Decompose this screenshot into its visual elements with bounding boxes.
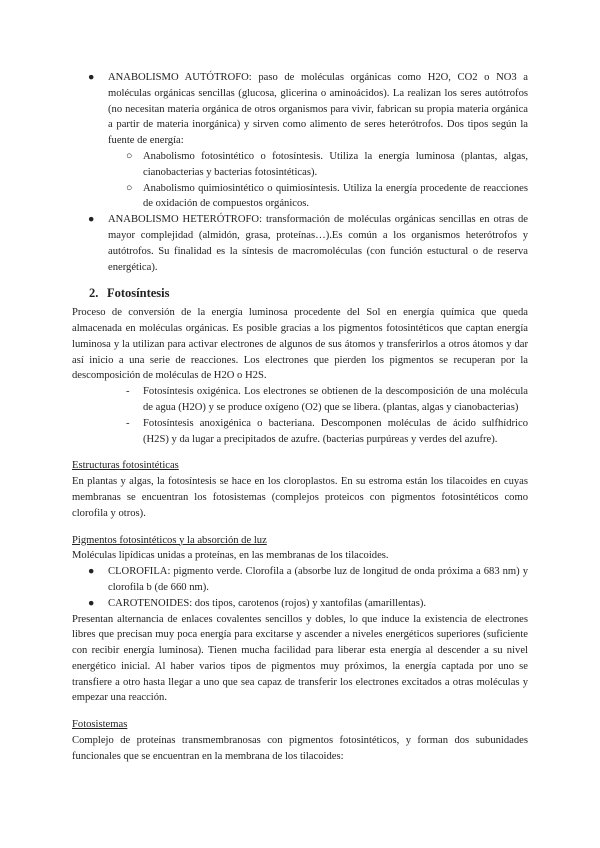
list-item bbox=[72, 70, 528, 149]
fotosintesis-types-list bbox=[72, 384, 528, 447]
pigmentos-title: Pigmentos fotosintéticos y la absorción de luz bbox=[72, 534, 267, 546]
fotosistemas-text: Complejo de proteínas transmembranosas con pigmentos fotosintéticos, y forman dos subunidades funcionales que se encuentran en la membrana de los tilacoides: bbox=[72, 735, 528, 762]
list-item bbox=[72, 181, 528, 213]
section-heading bbox=[89, 286, 528, 302]
document-page bbox=[72, 70, 528, 765]
anabolismo-heterotrofo-text: ANABOLISMO HETERÓTROFO: transformación de moléculas orgánicas sencillas en otras de mayor complejidad (almidón, grasa, proteínas…).Es común a los organismos heterótrofos y autótrofos. Su finalidad es la síntesis de macromoléculas (con función estuctural o de reserva energética). bbox=[108, 214, 528, 273]
fotosistemas-title: Fotosistemas bbox=[72, 719, 128, 731]
list-item bbox=[72, 149, 528, 181]
estructuras-title: Estructuras fotosintéticas bbox=[72, 460, 179, 472]
bullet-icon: ● bbox=[88, 597, 95, 609]
list-item bbox=[72, 212, 528, 275]
list-item bbox=[72, 384, 528, 416]
list-item bbox=[72, 416, 528, 448]
hollow-bullet-icon: ○ bbox=[126, 182, 133, 194]
fotosintetico-text: Anabolismo fotosintético o fotosíntesis. Utiliza la energía luminosa (plantas, algas, cianobacterias y bacterias fotosintéticas). bbox=[143, 150, 528, 178]
bullet-icon: ● bbox=[88, 566, 95, 578]
anabolismo-list bbox=[72, 70, 528, 275]
anabolismo-autotrofo-text: ANABOLISMO AUTÓTROFO: paso de moléculas orgánicas como H2O, CO2 o NO3 a moléculas orgánicas sencillas (glucosa, glicerina o aminoácidos). La realizan los seres autótrofos (no necesitan materia orgánica de otros organismos para vivir, fabrican su propia materia orgánica a partir de materia inorgánica) y sirven como alimento de seres heterótrofos. Dos tipos según la fuente de energía: bbox=[108, 72, 528, 147]
list-item bbox=[72, 564, 528, 596]
dash-bullet-icon: - bbox=[126, 417, 130, 429]
bullet-icon: ● bbox=[88, 214, 95, 226]
clorofila-text: CLOROFILA: pigmento verde. Clorofila a (absorbe luz de longitud de onda próxima a 683 nm) y clorofila b (de 660 nm). bbox=[108, 566, 528, 593]
section-title: Fotosíntesis bbox=[107, 286, 170, 301]
dash-bullet-icon: - bbox=[126, 386, 130, 398]
pigmentos-list bbox=[72, 564, 528, 611]
carotenoides-text: CAROTENOIDES: dos tipos, carotenos (rojos) y xantofilas (amarillentas). bbox=[108, 597, 427, 609]
section-number: 2. bbox=[89, 286, 99, 301]
oxigenica-text: Fotosíntesis oxigénica. Los electrones se obtienen de la descomposición de una molécula de agua (H2O) y se produce oxígeno (O2) que se libera. (plantas, algas y cianobacterias) bbox=[143, 386, 528, 413]
fotosintesis-intro: Proceso de conversión de la energía luminosa procedente del Sol en energía química que queda almacenada en moléculas orgánicas. Es posible gracias a los pigmentos fotosintéticos que captan energía luminosa y la utilizan para activar electrones de algunos de sus átomos y transferirlos a otros átomos y dar así inicio a una serie de reacciones. Los electrones que pierden los pigmentos se recuperan por la descomposición de moléculas de H2O o H2S. bbox=[72, 307, 528, 382]
pigmentos-text: Presentan alternancia de enlaces covalentes sencillos y dobles, lo que induce la existencia de electrones libres que precisan muy poca energía para excitarse y ascender a niveles energéticos superiores (suficiente con recibir energía luminosa). Tienen mucha facilidad para liberar esta energía al descender a su nivel energético inicial. Al haber varios tipos de pigmentos muy próximos, la energía captada por uno se transfiere a otro hasta llegar a uno que sea capaz de transferir los electrones excitados a otras moléculas y empezar una reacción. bbox=[72, 613, 528, 704]
hollow-bullet-icon: ○ bbox=[126, 150, 133, 162]
bullet-icon: ● bbox=[88, 72, 95, 83]
anoxigenica-text: Fotosíntesis anoxigénica o bacteriana. Descomponen moléculas de ácido sulfhídrico (H2S) y da lugar a precipitados de azufre. (bacterias purpúreas y verdes del azufre). bbox=[143, 417, 528, 445]
pigmentos-intro: Moléculas lipídicas unidas a proteínas, en las membranas de los tilacoides. bbox=[72, 550, 389, 562]
estructuras-text: En plantas y algas, la fotosíntesis se hace en los cloroplastos. En su estroma están los tilacoides en cuyas membranas se encuentran los fotosistemas (complejos proteicos con pigmentos fotosintéticos como clorofila y otros). bbox=[72, 476, 528, 519]
list-item bbox=[72, 596, 528, 612]
quimiosintetico-text: Anabolismo quimiosintético o quimiosíntesis. Utiliza la energía procedente de reacciones de oxidación de compuestos orgánicos. bbox=[143, 182, 528, 210]
